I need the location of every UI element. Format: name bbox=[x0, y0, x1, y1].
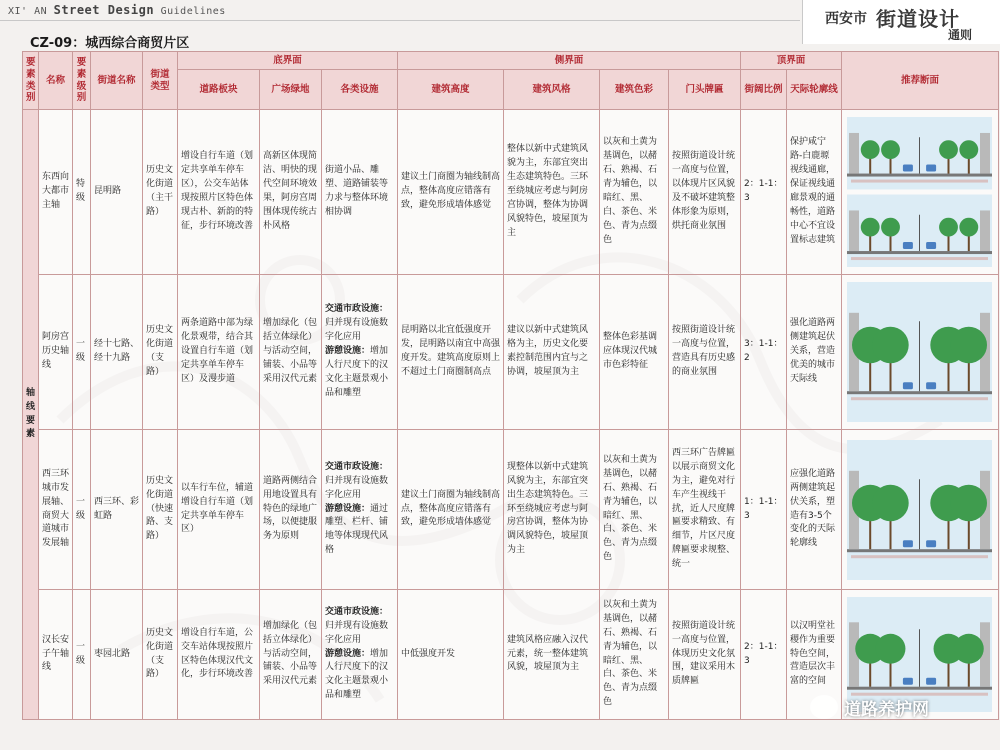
section-car-icon bbox=[926, 165, 936, 172]
row-road-plate: 增设自行车道（划定共享单车停车区），公交车站体现按照片区特色体现古朴、新韵的特征，步行环境改善 bbox=[178, 110, 260, 275]
header-divider bbox=[0, 20, 800, 21]
header-city: 西安市 bbox=[825, 11, 867, 27]
row-road-plate: 两条道路中部为绿化景观带，结合其设置自行车道（划定共享单车停车区）及漫步道 bbox=[178, 275, 260, 430]
guideline-main: Street Design bbox=[53, 3, 155, 17]
watermark-text: 道路养护网 bbox=[844, 699, 929, 720]
row-plaza-green: 高新区体现简洁、明快的现代空间环境效果，阿房宫周围体现传统古朴风格 bbox=[260, 110, 322, 275]
row-type: 历史文化街道（支路） bbox=[143, 590, 178, 720]
row-signage: 按照街道设计统一高度与位置，体现历史文化氛围，建议采用木质牌匾 bbox=[669, 590, 741, 720]
row-building-style: 现整体以新中式建筑风貌为主，东部宜突出生态建筑特色。三环至绕城应考虑与阿房宫协调，整体为协调风貌特色，坡屋顶为主 bbox=[504, 430, 600, 590]
row-level: 一级 bbox=[73, 590, 91, 720]
section-dimension-bar bbox=[851, 180, 988, 183]
watermark bbox=[810, 692, 929, 722]
row-street: 昆明路 bbox=[91, 110, 143, 275]
row-skyline: 保护咸宁路-白鹿塬视线通廊，保证视线通廊景观的通畅性，道路中心不宜设置标志建筑 bbox=[787, 110, 842, 275]
page-title: CZ-09：城西综合商贸片区 bbox=[30, 36, 190, 51]
section-dimension-bar bbox=[851, 397, 988, 400]
row-road-plate: 以车行车位，辅道增设自行车道（划定共享单车停车区） bbox=[178, 430, 260, 590]
section-tree-icon bbox=[951, 327, 987, 363]
header-name: 名称 bbox=[39, 52, 73, 110]
row-plaza-green: 道路两侧结合用地设置具有特色的绿地广场，以便捷服务为原则 bbox=[260, 430, 322, 590]
row-building-color: 以灰和土黄为基调色，以赭石、熟褐、石青为辅色，以暗红、黑、白、茶色、米色、青为点缀色 bbox=[600, 110, 669, 275]
section-tree-icon bbox=[872, 327, 908, 363]
section-tree-icon bbox=[959, 140, 978, 159]
row-building-color: 以灰和土黄为基调色，以赭石、熟褐、石青为辅色，以暗红、黑、白、茶色、米色、青为点缀色 bbox=[600, 430, 669, 590]
header-building-height: 建筑高度 bbox=[398, 70, 504, 110]
section-tree-icon bbox=[959, 218, 978, 237]
guideline-label bbox=[8, 3, 226, 17]
header-title: 街道设计 bbox=[876, 7, 960, 31]
section-car-icon bbox=[903, 678, 913, 685]
header-signage: 门头牌匾 bbox=[669, 70, 741, 110]
table-row bbox=[23, 430, 999, 590]
header-street-name: 街道名称 bbox=[91, 52, 143, 110]
row-facilities bbox=[322, 110, 398, 275]
section-building-right bbox=[980, 133, 990, 174]
section-tree-icon bbox=[861, 140, 880, 159]
row-building-height: 中低强度开发 bbox=[398, 590, 504, 720]
section-road-surface bbox=[847, 549, 992, 552]
street-section-drawing bbox=[842, 435, 997, 585]
row-skyline: 以汉明堂社稷作为重要特色空间，营造层次丰富的空间 bbox=[787, 590, 842, 720]
header-building-style: 建筑风格 bbox=[504, 70, 600, 110]
row-building-style: 建筑风格应融入汉代元素，统一整体建筑风貌，坡屋顶为主 bbox=[504, 590, 600, 720]
section-tree-icon bbox=[881, 218, 900, 237]
section-car-icon bbox=[903, 382, 913, 389]
row-building-height: 建议土门商圈为轴线制高点，整体高度应错落有致，避免形成墙体感觉 bbox=[398, 110, 504, 275]
facility-text-traffic: 归并现有设施数字化应用 bbox=[325, 620, 389, 645]
row-road-plate: 增设自行车道，公交车站体现按照片区特色体现汉代文化，步行环境改善 bbox=[178, 590, 260, 720]
row-section-image bbox=[842, 275, 999, 430]
header-ground-interface: 底界面 bbox=[178, 52, 398, 70]
section-car-icon bbox=[926, 540, 936, 547]
row-building-style: 整体以新中式建筑风貌为主，东部宜突出生态建筑特色。三环至绕城应考虑与阿房宫协调，整体为协调风貌特色，坡屋顶为主 bbox=[504, 110, 600, 275]
facility-text-leisure: 增加人行尺度下的汉文化主题景观小品和雕塑 bbox=[325, 648, 389, 701]
row-level: 一级 bbox=[73, 430, 91, 590]
facility-text-leisure: 增加人行尺度下的汉文化主题景观小品和雕塑 bbox=[325, 346, 389, 398]
guideline-prefix: XI' AN bbox=[8, 6, 48, 17]
row-facilities bbox=[322, 590, 398, 720]
row-name: 东西向大都市主轴 bbox=[39, 110, 73, 275]
section-tree-icon bbox=[939, 218, 958, 237]
facility-label-traffic: 交通市政设施： bbox=[325, 606, 389, 617]
row-street: 经十七路、经十九路 bbox=[91, 275, 143, 430]
row-section-image bbox=[842, 110, 999, 275]
header-street-type: 街道类型 bbox=[143, 52, 178, 110]
header-skyline: 天际轮廓线 bbox=[787, 70, 842, 110]
row-name: 汉长安子午轴线 bbox=[39, 590, 73, 720]
row-plaza-green: 增加绿化（包括立体绿化）与活动空间，铺装、小品等采用汉代元素 bbox=[260, 275, 322, 430]
facility-text-traffic: 归并现有设施数字化应用 bbox=[325, 318, 389, 343]
facility-label-leisure: 游憩设施： bbox=[325, 346, 371, 357]
section-car-icon bbox=[903, 242, 913, 249]
street-section-drawing bbox=[842, 112, 997, 272]
row-name: 西三环城市发展轴、商贸大道城市发展轴 bbox=[39, 430, 73, 590]
section-dimension-bar bbox=[851, 555, 988, 558]
section-tree-icon bbox=[939, 140, 958, 159]
section-road-surface bbox=[847, 251, 992, 254]
row-ratio: 3：1-1：2 bbox=[741, 275, 787, 430]
row-level: 特级 bbox=[73, 110, 91, 275]
watermark-logo-icon bbox=[810, 695, 838, 719]
row-building-height: 昆明路以北宜低强度开发，昆明路以南宜中高强度开发。建筑高度原则上不超过土门商圈制高点 bbox=[398, 275, 504, 430]
header-top-interface: 顶界面 bbox=[741, 52, 842, 70]
row-building-style: 建议以新中式建筑风格为主，历史文化要素控制范围内宜与之协调，坡屋顶为主 bbox=[504, 275, 600, 430]
row-street: 西三环、彩虹路 bbox=[91, 430, 143, 590]
row-signage: 西三环广告牌匾以展示商贸文化为主，避免对行车产生视线干扰，近人尺度牌匾要求精致、有细节，片区尺度牌匾要求规整、统一 bbox=[669, 430, 741, 590]
header-road-plate: 道路板块 bbox=[178, 70, 260, 110]
row-ratio: 1：1-1：3 bbox=[741, 430, 787, 590]
table-row bbox=[23, 110, 999, 275]
section-dimension-bar bbox=[851, 257, 988, 260]
section-car-icon bbox=[926, 382, 936, 389]
row-skyline: 强化道路两侧建筑起伏关系，营造优美的城市天际线 bbox=[787, 275, 842, 430]
header-side-interface: 侧界面 bbox=[398, 52, 741, 70]
section-tree-icon bbox=[954, 634, 984, 664]
row-street: 枣园北路 bbox=[91, 590, 143, 720]
header-recommended-section: 推荐断面 bbox=[842, 52, 999, 110]
header-title-box bbox=[802, 0, 1000, 44]
section-tree-icon bbox=[951, 484, 987, 520]
row-facilities bbox=[322, 275, 398, 430]
section-building-right bbox=[980, 210, 990, 251]
header-street-ratio: 街阔比例 bbox=[741, 70, 787, 110]
row-building-height: 建议土门商圈为轴线制高点，整体高度应错落有致，避免形成墙体感觉 bbox=[398, 430, 504, 590]
section-tree-icon bbox=[861, 218, 880, 237]
section-road-surface bbox=[847, 174, 992, 177]
header-element-level: 要素级别 bbox=[73, 52, 91, 110]
facility-label-traffic: 交通市政设施： bbox=[325, 304, 389, 315]
section-tree-icon bbox=[876, 634, 906, 664]
facility-text-traffic: 归并现有设施数字化应用 bbox=[325, 475, 389, 500]
facility-text-leisure: 通过雕塑、栏杆、铺地等体现现代风格 bbox=[325, 503, 389, 556]
facility-label-traffic: 交通市政设施： bbox=[325, 461, 389, 472]
header-element-type: 要素类别 bbox=[23, 52, 39, 110]
section-road-surface bbox=[847, 391, 992, 394]
row-signage: 按照街道设计统一高度与位置，以体现片区风貌及不破坏建筑整体形象为原则，烘托商业氛围 bbox=[669, 110, 741, 275]
street-section-drawing bbox=[842, 277, 997, 427]
section-car-icon bbox=[903, 165, 913, 172]
section-car-icon bbox=[926, 242, 936, 249]
row-section-image bbox=[842, 430, 999, 590]
guideline-suffix: Guidelines bbox=[160, 6, 226, 17]
section-road-surface bbox=[847, 687, 992, 690]
section-car-icon bbox=[903, 540, 913, 547]
axis-element-label: 轴线要素 bbox=[23, 110, 39, 720]
header-facilities: 各类设施 bbox=[322, 70, 398, 110]
row-skyline: 应强化道路两侧建筑起伏关系，塑造有3-5个变化的天际轮廓线 bbox=[787, 430, 842, 590]
header-plaza-green: 广场绿地 bbox=[260, 70, 322, 110]
section-building-left bbox=[849, 210, 859, 251]
row-type: 历史文化街道（主干路） bbox=[143, 110, 178, 275]
table-row bbox=[23, 275, 999, 430]
facility-label-leisure: 游憩设施： bbox=[325, 503, 371, 514]
facility-text-traffic: 街道小品、雕塑、道路铺装等力求与整体环境相协调 bbox=[325, 165, 389, 217]
row-ratio: 2：1-1：3 bbox=[741, 110, 787, 275]
row-ratio: 2：1-1：3 bbox=[741, 590, 787, 720]
section-tree-icon bbox=[881, 140, 900, 159]
guideline-table bbox=[22, 51, 999, 720]
row-facilities bbox=[322, 430, 398, 590]
section-car-icon bbox=[926, 678, 936, 685]
row-level: 一级 bbox=[73, 275, 91, 430]
row-name: 阿房宫历史轴线 bbox=[39, 275, 73, 430]
section-tree-icon bbox=[872, 484, 908, 520]
header-subtitle: 通则 bbox=[948, 28, 973, 42]
row-plaza-green: 增加绿化（包括立体绿化）与活动空间，铺装、小品等采用汉代元素 bbox=[260, 590, 322, 720]
facility-label-leisure: 游憩设施： bbox=[325, 648, 371, 659]
row-building-color: 以灰和土黄为基调色，以赭石、熟褐、石青为辅色，以暗红、黑、白、茶色、米色、青为点缀色 bbox=[600, 590, 669, 720]
row-type: 历史文化街道（快速路、支路） bbox=[143, 430, 178, 590]
section-building-left bbox=[849, 133, 859, 174]
row-type: 历史文化街道（支路） bbox=[143, 275, 178, 430]
row-signage: 按照街道设计统一高度与位置，营造具有历史感的商业氛围 bbox=[669, 275, 741, 430]
header-building-color: 建筑色彩 bbox=[600, 70, 669, 110]
row-building-color: 整体色彩基调应体现汉代城市色彩特征 bbox=[600, 275, 669, 430]
